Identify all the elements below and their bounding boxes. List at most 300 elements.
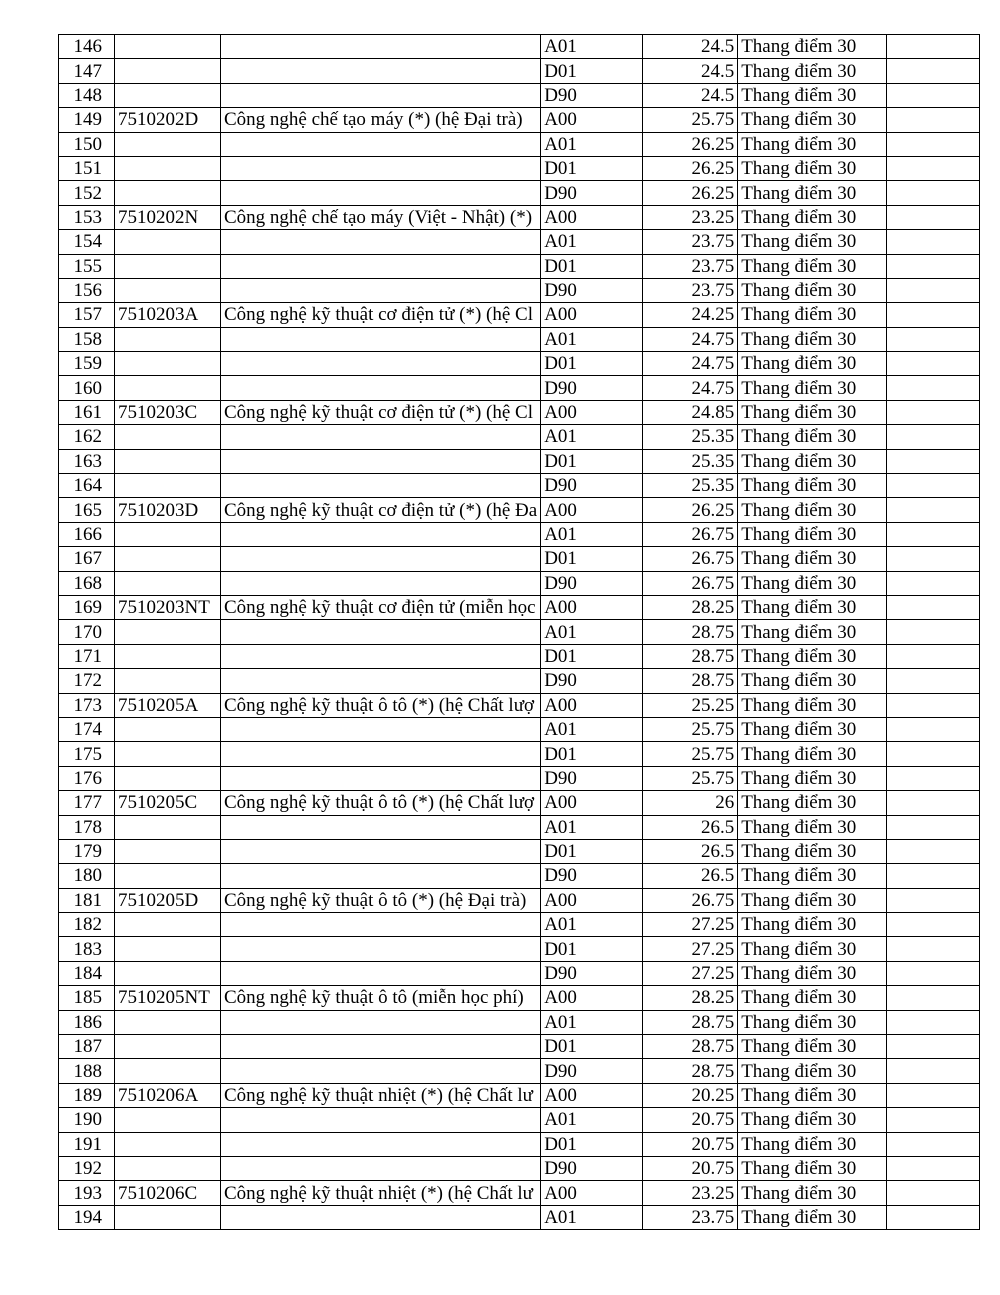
row-number-cell: 191 [59, 1132, 115, 1156]
score-scale-cell: Thang điểm 30 [738, 815, 887, 839]
subject-combination-cell: A01 [541, 230, 643, 254]
major-name-cell [221, 352, 541, 376]
note-cell [887, 522, 980, 546]
cutoff-score-cell: 26.25 [643, 156, 738, 180]
major-code-cell [115, 181, 221, 205]
major-name-cell [221, 815, 541, 839]
cutoff-score-cell: 26.25 [643, 498, 738, 522]
score-scale-cell: Thang điểm 30 [738, 1205, 887, 1229]
major-code-cell [115, 156, 221, 180]
table-row [59, 254, 980, 278]
major-code-cell [115, 620, 221, 644]
row-number-cell: 159 [59, 352, 115, 376]
note-cell [887, 327, 980, 351]
score-scale-cell: Thang điểm 30 [738, 1035, 887, 1059]
subject-combination-cell: A00 [541, 1083, 643, 1107]
subject-combination-cell: D01 [541, 839, 643, 863]
row-number-cell: 180 [59, 864, 115, 888]
score-scale-cell: Thang điểm 30 [738, 742, 887, 766]
major-code-cell [115, 522, 221, 546]
subject-combination-cell: A00 [541, 303, 643, 327]
subject-combination-cell: D01 [541, 742, 643, 766]
subject-combination-cell: A01 [541, 815, 643, 839]
score-scale-cell: Thang điểm 30 [738, 376, 887, 400]
row-number-cell: 156 [59, 278, 115, 302]
major-name-cell [221, 717, 541, 741]
note-cell [887, 766, 980, 790]
major-name-cell [221, 425, 541, 449]
major-name-cell [221, 571, 541, 595]
note-cell [887, 986, 980, 1010]
cutoff-score-cell: 26.5 [643, 839, 738, 863]
note-cell [887, 839, 980, 863]
row-number-cell: 178 [59, 815, 115, 839]
score-scale-cell: Thang điểm 30 [738, 400, 887, 424]
note-cell [887, 791, 980, 815]
subject-combination-cell: D90 [541, 669, 643, 693]
major-name-cell [221, 278, 541, 302]
row-number-cell: 169 [59, 595, 115, 619]
table-row [59, 35, 980, 59]
table-row [59, 522, 980, 546]
subject-combination-cell: D90 [541, 474, 643, 498]
major-code-cell: 7510206C [115, 1181, 221, 1205]
major-code-cell [115, 717, 221, 741]
major-code-cell [115, 839, 221, 863]
row-number-cell: 185 [59, 986, 115, 1010]
table-row [59, 108, 980, 132]
score-scale-cell: Thang điểm 30 [738, 1181, 887, 1205]
note-cell [887, 669, 980, 693]
major-name-cell [221, 59, 541, 83]
row-number-cell: 175 [59, 742, 115, 766]
note-cell [887, 644, 980, 668]
table-row [59, 742, 980, 766]
cutoff-score-cell: 26 [643, 791, 738, 815]
row-number-cell: 193 [59, 1181, 115, 1205]
score-scale-cell: Thang điểm 30 [738, 498, 887, 522]
table-row [59, 693, 980, 717]
score-scale-cell: Thang điểm 30 [738, 522, 887, 546]
major-name-cell [221, 839, 541, 863]
note-cell [887, 1108, 980, 1132]
major-name-cell [221, 961, 541, 985]
note-cell [887, 742, 980, 766]
row-number-cell: 151 [59, 156, 115, 180]
row-number-cell: 194 [59, 1205, 115, 1229]
score-scale-cell: Thang điểm 30 [738, 108, 887, 132]
row-number-cell: 182 [59, 913, 115, 937]
subject-combination-cell: A00 [541, 693, 643, 717]
cutoff-score-cell: 28.75 [643, 1010, 738, 1034]
score-scale-cell: Thang điểm 30 [738, 449, 887, 473]
table-row [59, 1156, 980, 1180]
major-name-cell [221, 913, 541, 937]
row-number-cell: 166 [59, 522, 115, 546]
score-scale-cell: Thang điểm 30 [738, 230, 887, 254]
table-row [59, 59, 980, 83]
score-scale-cell: Thang điểm 30 [738, 1010, 887, 1034]
subject-combination-cell: A00 [541, 888, 643, 912]
cutoff-score-cell: 25.75 [643, 108, 738, 132]
major-name-cell [221, 83, 541, 107]
major-code-cell: 7510202D [115, 108, 221, 132]
row-number-cell: 188 [59, 1059, 115, 1083]
subject-combination-cell: D01 [541, 254, 643, 278]
note-cell [887, 1010, 980, 1034]
major-name-cell: Công nghệ kỹ thuật ô tô (*) (hệ Đại trà) [221, 888, 541, 912]
cutoff-score-cell: 26.75 [643, 547, 738, 571]
cutoff-score-cell: 25.35 [643, 474, 738, 498]
cutoff-score-cell: 28.25 [643, 986, 738, 1010]
cutoff-score-cell: 23.25 [643, 205, 738, 229]
row-number-cell: 176 [59, 766, 115, 790]
major-name-cell [221, 132, 541, 156]
major-code-cell: 7510203NT [115, 595, 221, 619]
row-number-cell: 165 [59, 498, 115, 522]
table-row [59, 839, 980, 863]
major-name-cell [221, 1132, 541, 1156]
major-name-cell [221, 35, 541, 59]
cutoff-score-cell: 26.5 [643, 864, 738, 888]
note-cell [887, 132, 980, 156]
row-number-cell: 158 [59, 327, 115, 351]
note-cell [887, 1059, 980, 1083]
major-name-cell [221, 937, 541, 961]
score-scale-cell: Thang điểm 30 [738, 35, 887, 59]
table-row [59, 1035, 980, 1059]
row-number-cell: 171 [59, 644, 115, 668]
major-name-cell [221, 1035, 541, 1059]
subject-combination-cell: A00 [541, 791, 643, 815]
row-number-cell: 155 [59, 254, 115, 278]
cutoff-score-cell: 24.5 [643, 83, 738, 107]
major-name-cell: Công nghệ kỹ thuật ô tô (*) (hệ Chất lượ [221, 791, 541, 815]
table-row [59, 937, 980, 961]
subject-combination-cell: D01 [541, 156, 643, 180]
score-scale-cell: Thang điểm 30 [738, 1156, 887, 1180]
table-row [59, 1205, 980, 1229]
cutoff-score-cell: 28.75 [643, 644, 738, 668]
note-cell [887, 620, 980, 644]
subject-combination-cell: D90 [541, 1156, 643, 1180]
note-cell [887, 815, 980, 839]
cutoff-score-cell: 24.75 [643, 352, 738, 376]
subject-combination-cell: A00 [541, 400, 643, 424]
major-name-cell: Công nghệ kỹ thuật nhiệt (*) (hệ Chất lư [221, 1181, 541, 1205]
major-name-cell [221, 1205, 541, 1229]
row-number-cell: 179 [59, 839, 115, 863]
subject-combination-cell: A00 [541, 108, 643, 132]
subject-combination-cell: D90 [541, 83, 643, 107]
subject-combination-cell: A01 [541, 35, 643, 59]
score-scale-cell: Thang điểm 30 [738, 595, 887, 619]
major-name-cell: Công nghệ kỹ thuật cơ điện tử (*) (hệ Cl [221, 400, 541, 424]
cutoff-score-cell: 25.25 [643, 693, 738, 717]
score-scale-cell: Thang điểm 30 [738, 986, 887, 1010]
row-number-cell: 168 [59, 571, 115, 595]
row-number-cell: 163 [59, 449, 115, 473]
note-cell [887, 547, 980, 571]
note-cell [887, 352, 980, 376]
major-code-cell: 7510206A [115, 1083, 221, 1107]
major-code-cell [115, 644, 221, 668]
major-code-cell [115, 352, 221, 376]
major-code-cell [115, 35, 221, 59]
note-cell [887, 1132, 980, 1156]
note-cell [887, 83, 980, 107]
subject-combination-cell: D90 [541, 1059, 643, 1083]
major-name-cell: Công nghệ kỹ thuật cơ điện tử (miễn học [221, 595, 541, 619]
major-name-cell: Công nghệ kỹ thuật nhiệt (*) (hệ Chất lư [221, 1083, 541, 1107]
major-code-cell [115, 669, 221, 693]
table-row [59, 791, 980, 815]
major-code-cell [115, 376, 221, 400]
cutoff-score-cell: 24.75 [643, 376, 738, 400]
table-row [59, 986, 980, 1010]
cutoff-score-cell: 28.75 [643, 1035, 738, 1059]
note-cell [887, 717, 980, 741]
score-scale-cell: Thang điểm 30 [738, 717, 887, 741]
row-number-cell: 183 [59, 937, 115, 961]
row-number-cell: 181 [59, 888, 115, 912]
note-cell [887, 425, 980, 449]
major-code-cell [115, 132, 221, 156]
table-row [59, 864, 980, 888]
row-number-cell: 157 [59, 303, 115, 327]
major-name-cell: Công nghệ kỹ thuật cơ điện tử (*) (hệ Đa [221, 498, 541, 522]
table-row [59, 181, 980, 205]
note-cell [887, 913, 980, 937]
cutoff-score-cell: 25.35 [643, 425, 738, 449]
major-code-cell [115, 254, 221, 278]
note-cell [887, 1181, 980, 1205]
score-scale-cell: Thang điểm 30 [738, 278, 887, 302]
row-number-cell: 192 [59, 1156, 115, 1180]
cutoff-score-cell: 26.5 [643, 815, 738, 839]
score-scale-cell: Thang điểm 30 [738, 937, 887, 961]
major-name-cell: Công nghệ kỹ thuật ô tô (*) (hệ Chất lượ [221, 693, 541, 717]
major-code-cell [115, 815, 221, 839]
subject-combination-cell: D90 [541, 181, 643, 205]
row-number-cell: 148 [59, 83, 115, 107]
note-cell [887, 1156, 980, 1180]
table-row [59, 644, 980, 668]
subject-combination-cell: A00 [541, 1181, 643, 1205]
row-number-cell: 190 [59, 1108, 115, 1132]
subject-combination-cell: D90 [541, 278, 643, 302]
score-scale-cell: Thang điểm 30 [738, 352, 887, 376]
major-name-cell [221, 766, 541, 790]
table-row [59, 474, 980, 498]
subject-combination-cell: D01 [541, 644, 643, 668]
score-scale-cell: Thang điểm 30 [738, 181, 887, 205]
major-code-cell [115, 474, 221, 498]
major-code-cell [115, 425, 221, 449]
row-number-cell: 177 [59, 791, 115, 815]
major-name-cell [221, 376, 541, 400]
note-cell [887, 35, 980, 59]
cutoff-score-cell: 26.25 [643, 181, 738, 205]
note-cell [887, 181, 980, 205]
row-number-cell: 172 [59, 669, 115, 693]
cutoff-score-cell: 20.75 [643, 1108, 738, 1132]
subject-combination-cell: D90 [541, 766, 643, 790]
score-scale-cell: Thang điểm 30 [738, 669, 887, 693]
major-code-cell [115, 327, 221, 351]
table-row [59, 1132, 980, 1156]
score-scale-cell: Thang điểm 30 [738, 693, 887, 717]
score-scale-cell: Thang điểm 30 [738, 620, 887, 644]
cutoff-score-cell: 27.25 [643, 961, 738, 985]
note-cell [887, 961, 980, 985]
cutoff-score-cell: 23.75 [643, 230, 738, 254]
subject-combination-cell: D01 [541, 59, 643, 83]
major-name-cell [221, 669, 541, 693]
row-number-cell: 162 [59, 425, 115, 449]
major-name-cell [221, 644, 541, 668]
score-scale-cell: Thang điểm 30 [738, 791, 887, 815]
major-name-cell [221, 156, 541, 180]
row-number-cell: 147 [59, 59, 115, 83]
table-row [59, 132, 980, 156]
cutoff-score-cell: 23.75 [643, 1205, 738, 1229]
cutoff-score-cell: 23.25 [643, 1181, 738, 1205]
note-cell [887, 108, 980, 132]
cutoff-score-cell: 25.75 [643, 742, 738, 766]
subject-combination-cell: A01 [541, 1205, 643, 1229]
note-cell [887, 278, 980, 302]
major-code-cell [115, 278, 221, 302]
table-row [59, 1083, 980, 1107]
score-scale-cell: Thang điểm 30 [738, 839, 887, 863]
row-number-cell: 149 [59, 108, 115, 132]
score-scale-cell: Thang điểm 30 [738, 156, 887, 180]
note-cell [887, 571, 980, 595]
major-name-cell [221, 1010, 541, 1034]
major-code-cell [115, 1059, 221, 1083]
major-name-cell [221, 181, 541, 205]
score-scale-cell: Thang điểm 30 [738, 1059, 887, 1083]
table-row [59, 1010, 980, 1034]
table-row [59, 595, 980, 619]
row-number-cell: 152 [59, 181, 115, 205]
row-number-cell: 186 [59, 1010, 115, 1034]
table-row [59, 303, 980, 327]
major-name-cell [221, 327, 541, 351]
cutoff-score-cell: 26.75 [643, 571, 738, 595]
major-name-cell [221, 474, 541, 498]
table-row [59, 1059, 980, 1083]
major-name-cell [221, 254, 541, 278]
score-scale-cell: Thang điểm 30 [738, 547, 887, 571]
row-number-cell: 170 [59, 620, 115, 644]
note-cell [887, 303, 980, 327]
note-cell [887, 230, 980, 254]
subject-combination-cell: A01 [541, 620, 643, 644]
subject-combination-cell: A01 [541, 425, 643, 449]
table-row [59, 400, 980, 424]
subject-combination-cell: D90 [541, 864, 643, 888]
major-code-cell: 7510205D [115, 888, 221, 912]
major-code-cell [115, 864, 221, 888]
major-name-cell [221, 1059, 541, 1083]
cutoff-score-cell: 26.25 [643, 132, 738, 156]
table-row [59, 888, 980, 912]
row-number-cell: 189 [59, 1083, 115, 1107]
subject-combination-cell: D01 [541, 1035, 643, 1059]
subject-combination-cell: A01 [541, 327, 643, 351]
subject-combination-cell: D01 [541, 449, 643, 473]
subject-combination-cell: A00 [541, 205, 643, 229]
major-name-cell [221, 230, 541, 254]
note-cell [887, 693, 980, 717]
subject-combination-cell: D90 [541, 961, 643, 985]
score-scale-cell: Thang điểm 30 [738, 1083, 887, 1107]
table-row [59, 230, 980, 254]
score-scale-cell: Thang điểm 30 [738, 83, 887, 107]
major-code-cell [115, 913, 221, 937]
major-code-cell [115, 1010, 221, 1034]
cutoff-score-cell: 28.75 [643, 669, 738, 693]
table-row [59, 83, 980, 107]
row-number-cell: 164 [59, 474, 115, 498]
note-cell [887, 595, 980, 619]
major-name-cell [221, 1108, 541, 1132]
note-cell [887, 1083, 980, 1107]
table-row [59, 669, 980, 693]
score-scale-cell: Thang điểm 30 [738, 132, 887, 156]
cutoff-score-cell: 24.5 [643, 35, 738, 59]
subject-combination-cell: A01 [541, 1108, 643, 1132]
cutoff-score-cell: 28.75 [643, 1059, 738, 1083]
subject-combination-cell: A01 [541, 717, 643, 741]
score-scale-cell: Thang điểm 30 [738, 327, 887, 351]
major-name-cell: Công nghệ chế tạo máy (Việt - Nhật) (*) [221, 205, 541, 229]
table-row [59, 205, 980, 229]
subject-combination-cell: D01 [541, 1132, 643, 1156]
major-code-cell [115, 1156, 221, 1180]
score-scale-cell: Thang điểm 30 [738, 571, 887, 595]
major-name-cell [221, 620, 541, 644]
row-number-cell: 174 [59, 717, 115, 741]
cutoff-score-cell: 25.75 [643, 717, 738, 741]
cutoff-score-cell: 28.75 [643, 620, 738, 644]
major-name-cell: Công nghệ kỹ thuật cơ điện tử (*) (hệ Cl [221, 303, 541, 327]
score-scale-cell: Thang điểm 30 [738, 913, 887, 937]
cutoff-score-cell: 27.25 [643, 913, 738, 937]
cutoff-score-cell: 24.5 [643, 59, 738, 83]
score-scale-cell: Thang điểm 30 [738, 766, 887, 790]
cutoff-score-cell: 25.35 [643, 449, 738, 473]
table-row [59, 815, 980, 839]
cutoff-score-cell: 23.75 [643, 254, 738, 278]
note-cell [887, 59, 980, 83]
major-code-cell: 7510202N [115, 205, 221, 229]
score-scale-cell: Thang điểm 30 [738, 864, 887, 888]
major-name-cell [221, 864, 541, 888]
major-name-cell [221, 547, 541, 571]
table-row [59, 1181, 980, 1205]
note-cell [887, 254, 980, 278]
table-row [59, 571, 980, 595]
note-cell [887, 205, 980, 229]
major-code-cell [115, 547, 221, 571]
table-row [59, 961, 980, 985]
table-row [59, 449, 980, 473]
major-code-cell [115, 937, 221, 961]
major-name-cell [221, 449, 541, 473]
